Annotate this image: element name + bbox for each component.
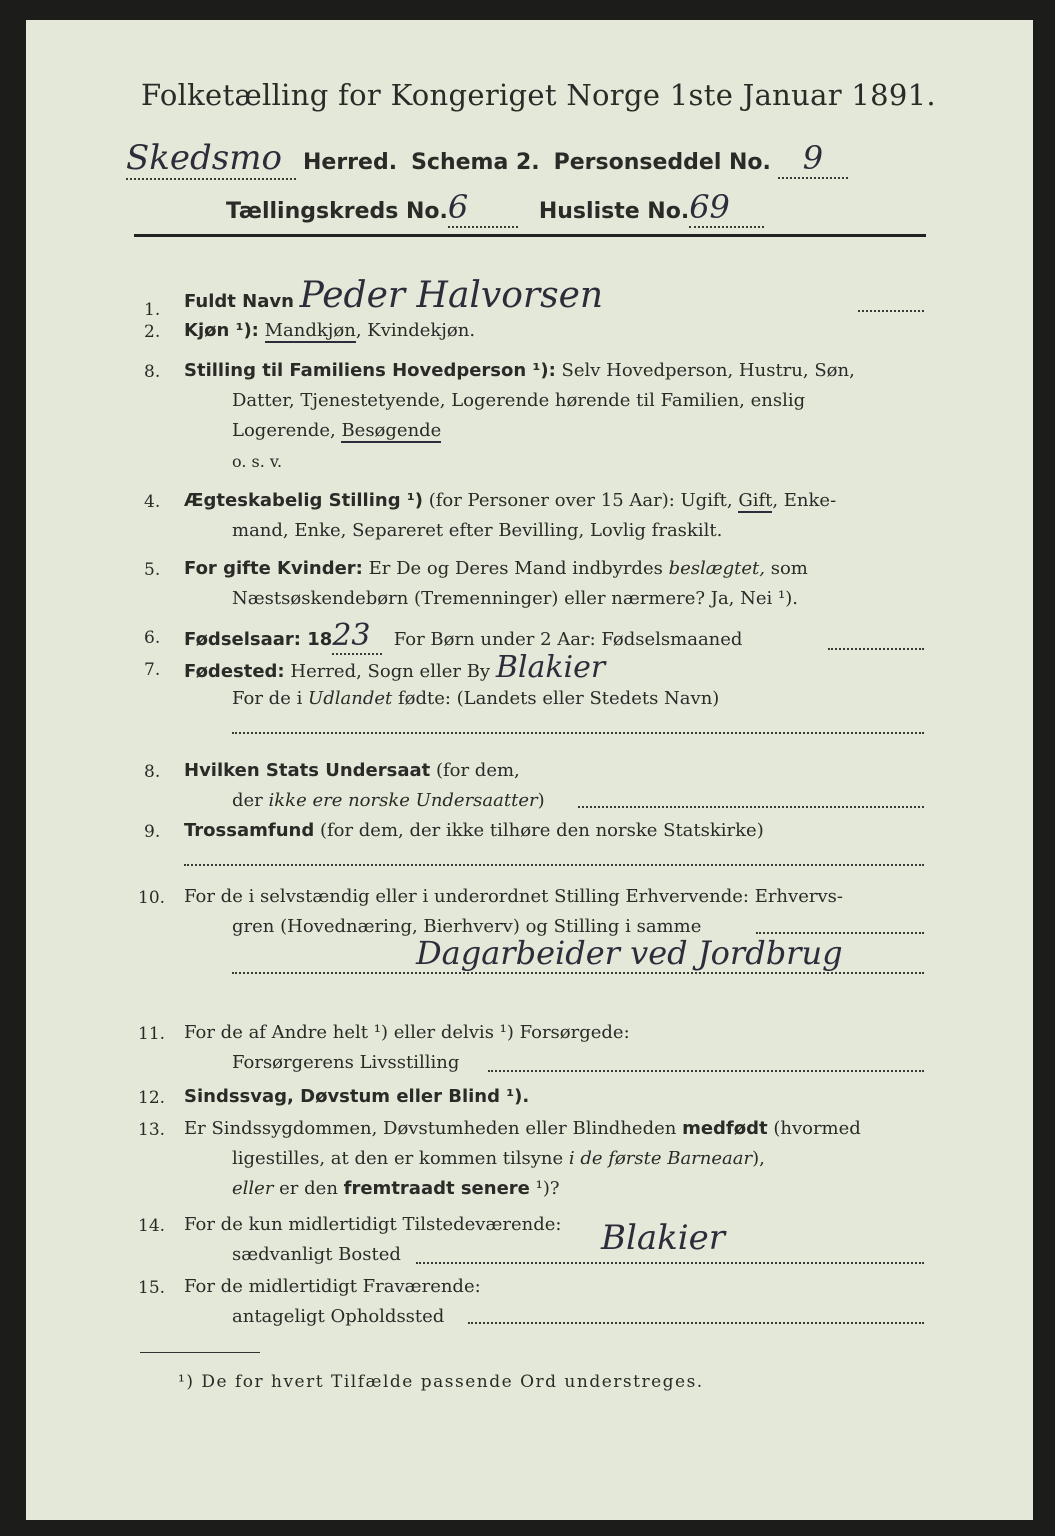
- husliste-label: Husliste No.: [538, 199, 690, 224]
- q9-rest: (for dem, der ikke tilhøre den norske Statskirke): [314, 820, 764, 841]
- q10-line-2: gren (Hovednæring, Bierhverv) og Stilling i samme: [232, 916, 702, 937]
- personseddel-value: 9: [778, 139, 848, 179]
- q7-row-1: [184, 650, 605, 685]
- q5-line-1-italic: beslægtet,: [668, 558, 766, 579]
- q3-number: 8.: [144, 362, 161, 382]
- q14-line-2: sædvanligt Bosted: [232, 1244, 401, 1265]
- q13-row-3: [232, 1178, 560, 1199]
- kreds-label: Tællingskreds No.: [226, 199, 448, 224]
- q13-line-3-italic: eller: [232, 1178, 274, 1199]
- q10-dotline-2: [232, 972, 924, 974]
- q3-label: Stilling til Familiens Hovedperson ¹):: [184, 360, 556, 381]
- header-rule: [134, 234, 926, 237]
- q8-row-2: [232, 790, 545, 811]
- q8-row-1: [184, 760, 520, 781]
- q11-label: For de af Andre helt ¹) eller delvis ¹) Forsørgede:: [184, 1022, 630, 1043]
- q2-label: Kjøn ¹):: [184, 320, 259, 341]
- q7-row-2: [232, 688, 719, 709]
- q14-value: Blakier: [601, 1218, 725, 1258]
- husliste-value: 69: [689, 188, 764, 228]
- q10-value: Dagarbeider ved Jordbrug: [416, 934, 843, 972]
- q8-line-1: (for dem,: [430, 760, 520, 781]
- q7-line-2-end: fødte: (Landets eller Stedets Navn): [392, 688, 720, 709]
- q15-dotline: [468, 1322, 924, 1324]
- q5-number: 5.: [144, 560, 161, 580]
- q4-selected-option: Gift: [738, 490, 773, 511]
- q3-line-4: o. s. v.: [232, 452, 283, 471]
- q8-line-2-italic: ikke ere norske Undersaatter: [268, 790, 538, 811]
- q2-number: 2.: [144, 322, 161, 342]
- q13-line-1-bold: medfødt: [682, 1118, 768, 1139]
- q14-label: For de kun midlertidigt Tilstedeværende:: [184, 1214, 562, 1235]
- q7-line-2: For de i: [232, 688, 309, 709]
- q4-row-1: [184, 490, 836, 511]
- q13-line-2-italic: i de første Barneaar: [568, 1148, 753, 1169]
- q4-line-1-end: , Enke-: [772, 490, 837, 511]
- schema-label: Schema 2.: [411, 150, 540, 175]
- q8-label: Hvilken Stats Undersaat: [184, 760, 431, 781]
- q13-line-3-end: ¹)?: [529, 1178, 560, 1199]
- q13-line-2-end: ),: [752, 1148, 765, 1169]
- q3-row-1: [184, 360, 855, 381]
- q5-line-2: Næstsøskendebørn (Tremenninger) eller nærmere? Ja, Nei ¹).: [232, 588, 798, 609]
- q10-label: For de i selvstændig eller i underordnet Stilling Erhvervende:: [184, 886, 749, 907]
- q13-number: 13.: [138, 1120, 166, 1140]
- q7-line-2-italic: Udlandet: [308, 688, 393, 709]
- q4-line-2: mand, Enke, Separeret efter Bevilling, Lovlig fraskilt.: [232, 520, 723, 541]
- q13-line-2: ligestilles, at den er kommen tilsyne: [232, 1148, 569, 1169]
- q5-line-1: Er De og Deres Mand indbyrdes: [368, 558, 669, 579]
- q3-row-3: [232, 420, 441, 441]
- form-title: Folketælling for Kongeriget Norge 1ste Januar 1891.: [141, 78, 936, 112]
- q8-number: 8.: [144, 762, 161, 782]
- personseddel-label: Personseddel No.: [553, 150, 771, 175]
- herred-label: Herred.: [303, 150, 398, 175]
- herred-value: Skedsmo: [126, 138, 296, 180]
- q8-line-2: der: [232, 790, 269, 811]
- q8-line-2-end: ): [537, 790, 545, 811]
- q4-line-1: (for Personer over 15 Aar): Ugift,: [428, 490, 739, 511]
- q1-number: 1.: [144, 300, 161, 320]
- q4-number: 4.: [144, 492, 161, 512]
- q9-label: Trossamfund: [184, 820, 315, 841]
- q11-line-2: Forsørgerens Livsstilling: [232, 1052, 460, 1073]
- q3-line-2: Datter, Tjenestetyende, Logerende hørende til Familien, enslig: [232, 390, 806, 411]
- q15-line-2: antageligt Opholdssted: [232, 1306, 445, 1327]
- q13-line-3-mid: er den: [273, 1178, 344, 1199]
- header-row-2: [226, 188, 764, 228]
- q6-value: 23: [332, 618, 382, 655]
- q2-other-option: , Kvindekjøn.: [355, 320, 476, 341]
- q10-row-1: [184, 886, 843, 907]
- q7-value: Blakier: [495, 650, 606, 685]
- q7-label: Fødested:: [184, 661, 285, 682]
- q5-label: For gifte Kvinder:: [184, 558, 363, 579]
- q13-line-3-bold: fremtraadt senere: [343, 1178, 530, 1199]
- q15-number: 15.: [138, 1278, 166, 1298]
- q9-dotline: [184, 864, 924, 866]
- header-row-1: [126, 138, 848, 180]
- q1-value: Peder Halvorsen: [299, 275, 604, 316]
- q11-dotline: [488, 1070, 924, 1072]
- q13-line-1: Er Sindssygdommen, Døvstumheden eller Blindheden: [184, 1118, 683, 1139]
- q2-selected-option: Mandkjøn: [264, 320, 356, 341]
- q9-number: 9.: [144, 822, 161, 842]
- q11-number: 11.: [138, 1024, 166, 1044]
- census-form-sheet: [26, 20, 1033, 1520]
- q5-row-1: [184, 558, 808, 579]
- q6-label: Fødselsaar: 18: [184, 629, 333, 650]
- q1-row: [184, 275, 603, 316]
- q7-number: 7.: [144, 660, 161, 680]
- q10-number: 10.: [138, 888, 166, 908]
- q6-dotline: [828, 648, 924, 650]
- footnote: ¹) De for hvert Tilfælde passende Ord understreges.: [178, 1372, 704, 1392]
- q10-line-1-end: Erhvervs-: [748, 886, 843, 907]
- q2-row: [184, 320, 475, 341]
- q3-line-3: Logerende,: [232, 420, 342, 441]
- q15-label: For de midlertidigt Fraværende:: [184, 1276, 481, 1297]
- q13-line-1-end: (hvormed: [767, 1118, 861, 1139]
- q1-label: Fuldt Navn: [184, 291, 294, 312]
- q1-dotline: [858, 310, 924, 312]
- footnote-rule: [140, 1352, 260, 1353]
- q3-selected-option: Besøgende: [341, 420, 442, 441]
- q14-number: 14.: [138, 1216, 166, 1236]
- q6-rest: For Børn under 2 Aar: Fødselsmaaned: [393, 629, 743, 650]
- q13-row-1: [184, 1118, 861, 1139]
- q7-line-1: Herred, Sogn eller By: [290, 661, 491, 682]
- q12-label: Sindssvag, Døvstum eller Blind ¹).: [184, 1086, 530, 1107]
- q14-dotline: [416, 1262, 924, 1264]
- kreds-value: 6: [448, 188, 518, 228]
- q8-dotline: [578, 806, 924, 808]
- q12-number: 12.: [138, 1088, 166, 1108]
- q3-line-1: Selv Hovedperson, Hustru, Søn,: [561, 360, 855, 381]
- q4-label: Ægteskabelig Stilling ¹): [184, 490, 423, 511]
- q5-line-1-end: som: [765, 558, 808, 579]
- q9-row: [184, 820, 764, 841]
- q13-row-2: [232, 1148, 765, 1169]
- q6-number: 6.: [144, 628, 161, 648]
- q7-dotline: [232, 732, 924, 734]
